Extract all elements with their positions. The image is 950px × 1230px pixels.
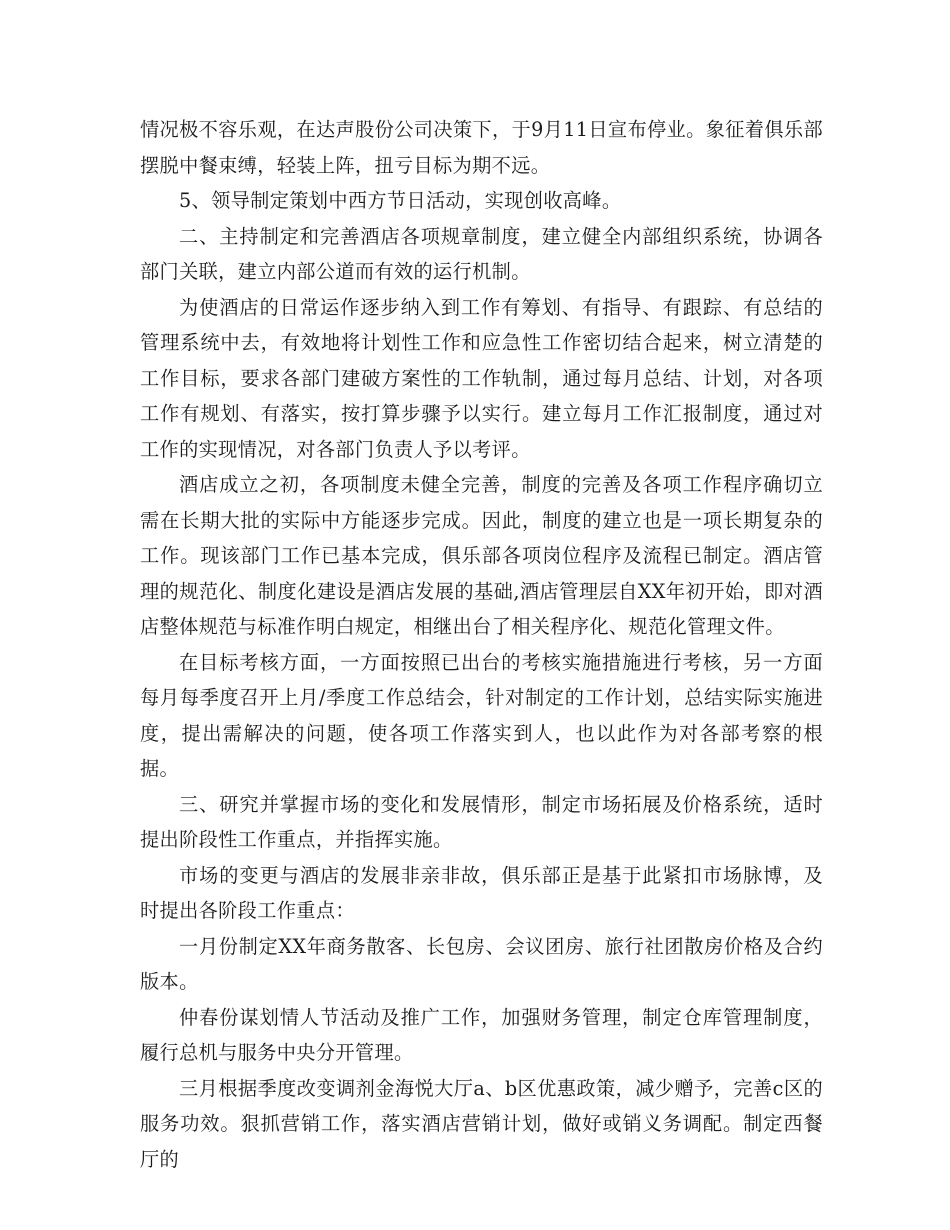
document-body (140, 112, 823, 1177)
paragraph: 情况极不容乐观，在达声股份公司决策下，于9月11日宣布停业。象征着俱乐部摆脱中餐束缚，轻装上阵，扭亏目标为期不远。 (140, 118, 823, 177)
paragraph: 在目标考核方面，一方面按照已出台的考核实施措施进行考核，另一方面每月每季度召开上月/季度工作总结会，针对制定的工作计划，总结实际实施进度，提出需解决的问题，使各项工作落实到人，也以此作为对各部考察的根据。 (140, 650, 823, 780)
paragraph: 仲春份谋划情人节活动及推广工作，加强财务管理，制定仓库管理制度，履行总机与服务中央分开管理。 (140, 1005, 823, 1064)
paragraph: 为使酒店的日常运作逐步纳入到工作有筹划、有指导、有跟踪、有总结的管理系统中去，有效地将计划性工作和应急性工作密切结合起来，树立清楚的工作目标，要求各部门建破方案性的工作轨制，通过每月总结、计划，对各项工作有规划、有落实，按打算步骤予以实行。建立每月工作汇报制度，通过对工作的实现情况，对各部门负责人予以考评。 (140, 295, 823, 461)
paragraph: 5、领导制定策划中西方节日活动，实现创收高峰。 (179, 189, 622, 212)
paragraph: 市场的变更与酒店的发展非亲非故，俱乐部正是基于此紧扣市场脉博，及时提出各阶段工作重点： (140, 863, 823, 922)
paragraph: 一月份制定XX年商务散客、长包房、会议团房、旅行社团散房价格及合约版本。 (140, 934, 823, 993)
paragraph: 三、研究并掌握市场的变化和发展情形，制定市场拓展及价格系统，适时提出阶段性工作重点，并指挥实施。 (140, 792, 823, 851)
paragraph: 二、主持制定和完善酒店各项规章制度，建立健全内部组织系统，协调各部门关联，建立内部公道而有效的运行机制。 (140, 224, 823, 283)
paragraph: 三月根据季度改变调剂金海悦大厅a、b区优惠政策，减少赠予，完善c区的服务功效。狠抓营销工作，落实酒店营销计划，做好或销义务调配。制定西餐厅的 (140, 1076, 823, 1171)
paragraph: 酒店成立之初，各项制度未健全完善，制度的完善及各项工作程序确切立需在长期大批的实际中方能逐步完成。因此，制度的建立也是一项长期复杂的工作。现该部门工作已基本完成，俱乐部各项岗位程序及流程已制定。酒店管理的规范化、制度化建设是酒店发展的基础,酒店管理层自XX年初开始，即对酒店整体规范与标准作明白规定，相继出台了相关程序化、规范化管理文件。 (140, 473, 823, 638)
